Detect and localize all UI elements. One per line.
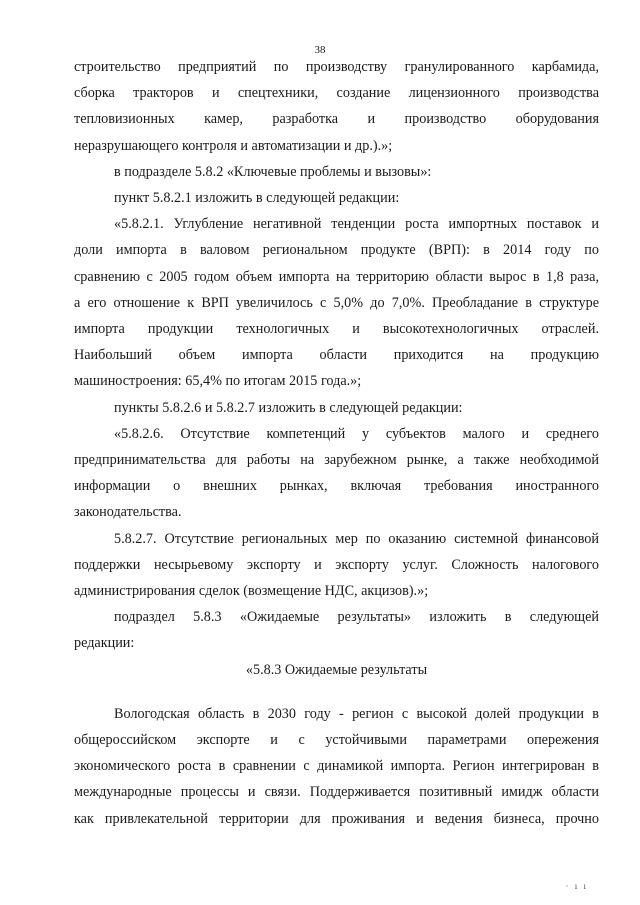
- text-line: тепловизионных камер, разработка и производство оборудования: [74, 111, 599, 128]
- text-line: доли импорта в валовом региональном продукте (ВРП): в 2014 году по: [74, 242, 599, 259]
- text-line: сборка тракторов и спецтехники, создание лицензионного производства: [74, 85, 599, 102]
- text-line: импорта продукции технологичных и высокотехнологичных отраслей.: [74, 321, 599, 338]
- scan-mark: · ı ı: [565, 881, 588, 891]
- text-line: Вологодская область в 2030 году - регион с высокой долей продукции в: [114, 705, 599, 722]
- text-line: машиностроения: 65,4% по итогам 2015 года.»;: [74, 373, 362, 390]
- text-line: общероссийском экспорте и с устойчивыми параметрами опережения: [74, 732, 599, 749]
- text-line: администрирования сделок (возмещение НДС, акцизов).»;: [74, 583, 429, 600]
- text-line: Наибольший объем импорта области приходится на продукцию: [74, 347, 599, 364]
- text-line: «5.8.2.1. Углубление негативной тенденции роста импортных поставок и: [114, 216, 599, 233]
- paragraph-gap: [74, 683, 599, 701]
- text-line: 5.8.2.7. Отсутствие региональных мер по оказанию системной финансовой: [114, 530, 599, 547]
- text-line: строительство предприятий по производству гранулированного карбамида,: [74, 59, 599, 75]
- text-line: законодательства.: [74, 504, 182, 521]
- text-line: международные процессы и связи. Поддерживается позитивный имидж области: [74, 784, 599, 801]
- text-line: а его отношение к ВРП увеличилось с 5,0% до 7,0%. Преобладание в структуре: [74, 294, 599, 311]
- text-line: пункт 5.8.2.1 изложить в следующей редакции:: [114, 190, 400, 207]
- section-heading: «5.8.3 Ожидаемые результаты: [245, 661, 428, 678]
- text-line: «5.8.2.6. Отсутствие компетенций у субъектов малого и среднего: [114, 425, 599, 442]
- document-body: [74, 54, 599, 832]
- text-line: в подразделе 5.8.2 «Ключевые проблемы и вызовы»:: [114, 163, 432, 180]
- page-number: 38: [314, 44, 326, 56]
- text-line: подраздел 5.8.3 «Ожидаемые результаты» изложить в следующей: [114, 609, 599, 626]
- text-line: сравнению с 2005 годом объем импорта на территорию области вырос в 1,8 раза,: [74, 268, 599, 285]
- text-line: неразрушающего контроля и автоматизации и др.).»;: [74, 137, 393, 154]
- text-line: пункты 5.8.2.6 и 5.8.2.7 изложить в следующей редакции:: [114, 399, 463, 416]
- text-line: редакции:: [74, 635, 135, 652]
- text-line: как привлекательной территории для проживания и ведения бизнеса, прочно: [74, 810, 599, 827]
- text-line: поддержки несырьевому экспорту и экспорту услуг. Сложность налогового: [74, 556, 599, 573]
- text-line: экономического роста в сравнении с динамикой импорта. Регион интегрирован в: [74, 758, 599, 775]
- text-line: предпринимательства для работы на зарубежном рынке, а также необходимой: [74, 452, 599, 469]
- text-line: информации о внешних рынках, включая требования иностранного: [74, 478, 599, 495]
